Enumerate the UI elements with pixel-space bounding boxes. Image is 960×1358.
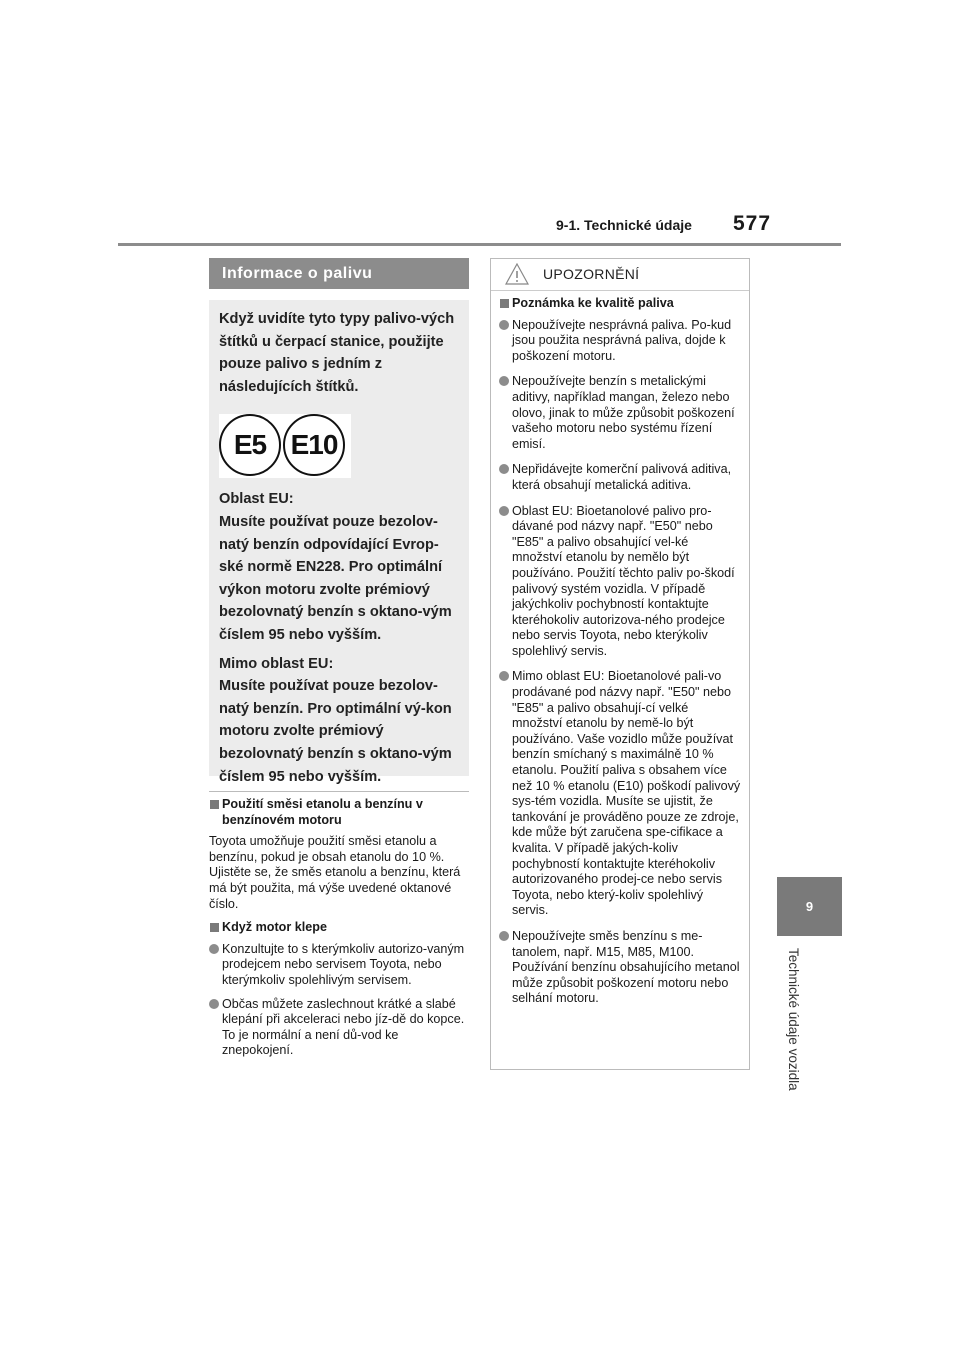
warning-header (491, 259, 749, 291)
warning-bullet: Nepoužívejte benzín s metalickými aditivy, například mangan, železo nebo olovo, jinak to může způsobit poškození vašeho motoru nebo systému řízení emisí. (499, 374, 741, 452)
eu-heading: Oblast EU: (219, 491, 294, 508)
page-number: 577 (733, 212, 772, 235)
warning-box (490, 258, 750, 1070)
warning-triangle-icon (505, 263, 529, 285)
left-notes (209, 797, 471, 1067)
warning-bullet: Mimo oblast EU: Bioetanolové pali-vo prodávané pod názvy např. "E50" nebo "E85" a palivo obsahují-cí velké množství etanolu by nemě-lo být používáno. Vaše vozidlo může používat benzín smíchaný s maximálně 10 % etanolu. Použití paliva s obsahem více než 10 % etanolu (E10) poškodí palivový sys-tém vozidla. Musíte se ujistit, že tankování je prováděno pouze ze zdroje, kde může být zaručena spe-cifikace a kvalita. V případě jakých-koliv pochybností kontaktujte kteréhokoliv autorizovaného prodej-ce nebo servis Toyota, nebo který-koliv spolehlivý servis. (499, 669, 741, 919)
ethanol-text: Toyota umožňuje použití směsi etanolu a benzínu, pokud je obsah etanolu do 10 %. Ujistěte se, že směs etanolu a benzínu, která má být použita, má výše uvedené oktanové číslo. (209, 834, 461, 911)
header-divider (118, 243, 841, 246)
warning-bullet: Nepoužívejte směs benzínu s me-tanolem, např. M15, M85, M100. Používání benzínu obsahujícího metanol může způsobit poškození motoru nebo selhání motoru. (499, 929, 741, 1007)
section-divider (209, 791, 469, 792)
non-eu-heading: Mimo oblast EU: (219, 655, 334, 672)
non-eu-text: Musíte používat pouze bezolov-natý benzín. Pro optimální vý-kon motoru zvolte prémiový bezolovnatý benzín s oktano-vým číslem 95 nebo vyšším. (219, 678, 452, 785)
fuel-label-e5: E5 (219, 414, 281, 476)
knock-bullet: Občas můžete zaslechnout krátké a slabé klepání při akceleraci nebo jíz-dě do kopce. To je normální a není dů-vod ke znepokojení. (209, 997, 471, 1059)
fuel-quality-heading: Poznámka ke kvalitě paliva (499, 296, 741, 312)
fuel-label-intro: Když uvidíte tyto typy palivo-vých štítků u čerpací stanice, použijte pouze palivo s jedním z následujících štítků. (219, 311, 455, 395)
eu-text: Musíte používat pouze bezolov-natý benzín odpovídající Evrop-ské normě EN228. Pro optimální výkon motoru zvolte prémiový bezolovnatý benzín s oktano-vým číslem 95 nebo vyšším. (219, 513, 452, 643)
knock-heading: Když motor klepe (209, 920, 471, 936)
knock-bullet: Konzultujte to s kterýmkoliv autorizo-vaným prodejcem nebo servisem Toyota, nebo kterýmkoliv spolehlivým servisem. (209, 942, 471, 989)
info-box-title: Informace o palivu (209, 258, 469, 289)
warning-bullet: Oblast EU: Bioetanolové palivo pro-dávané pod názvy např. "E50" nebo "E85" a palivo obsahující vel-ké množství etanolu by nemělo být používáno. Použití těchto paliv po-škodí palivový systém vozidla. V případě jakýchkoliv pochybností kontaktujte kteréhokoliv autorizova-ného prodejce nebo servis Toyota, nebo kterýkoliv spolehlivý servis. (499, 504, 741, 660)
fuel-label-e10: E10 (283, 414, 345, 476)
warning-bullet: Nepřidávejte komerční palivová aditiva, která obsahují metalická aditiva. (499, 462, 741, 493)
chapter-tab (777, 877, 842, 936)
chapter-side-label: Technické údaje vozidla (786, 948, 801, 1091)
warning-body (491, 291, 749, 1007)
section-title: 9-1. Technické údaje (556, 217, 692, 233)
ethanol-heading: Použití směsi etanolu a benzínu v benzínovém motoru (209, 797, 471, 828)
fuel-info-box (209, 300, 469, 785)
warning-title: UPOZORNĚNÍ (543, 266, 640, 282)
warning-bullet: Nepoužívejte nesprávná paliva. Po-kud jsou použita nesprávná paliva, dojde k poškození motoru. (499, 318, 741, 365)
chapter-tab-number: 9 (805, 899, 814, 914)
fuel-labels (219, 414, 351, 478)
